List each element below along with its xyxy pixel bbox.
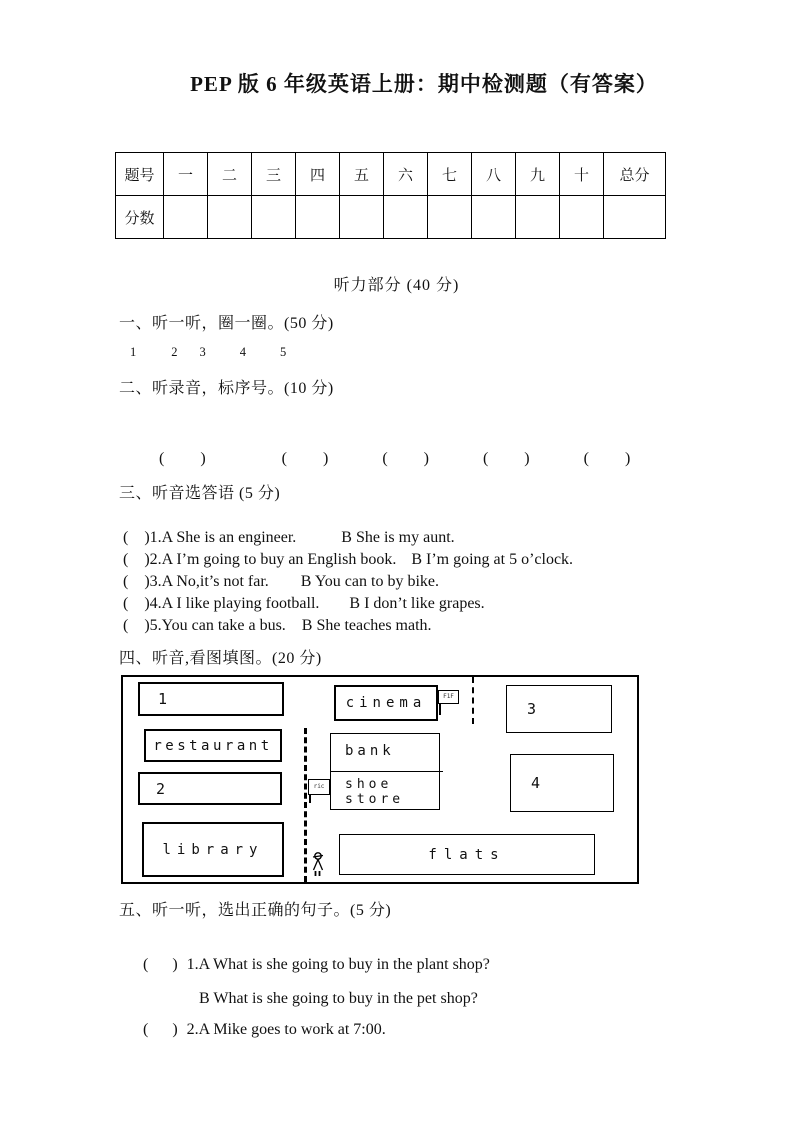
option-b: B I don’t like grapes. xyxy=(349,595,485,612)
section5-heading: 五、听一听，选出正确的句子。(5 分) xyxy=(119,902,392,919)
item-number: 2 xyxy=(171,345,178,359)
option-a: 2.A Mike goes to work at 7:00. xyxy=(186,1021,386,1038)
map-box-1 xyxy=(138,682,284,716)
answer-blank: ( ) xyxy=(159,450,206,467)
sign-post-top xyxy=(439,704,441,715)
answer-paren: ( ) xyxy=(143,956,178,973)
score-cell xyxy=(472,196,516,239)
map-cinema xyxy=(334,685,438,721)
option-a: 3.A No,it’s not far. xyxy=(149,573,269,590)
section3-heading: 三、听音选答语 (5 分) xyxy=(119,485,281,502)
small-sign-left xyxy=(308,779,330,795)
answer-blank: ( ) xyxy=(382,450,429,467)
map-box-4-label: 4 xyxy=(531,774,541,792)
score-table-col: 四 xyxy=(296,153,340,196)
road-dashed-line-middle xyxy=(304,728,307,882)
option-b: B She teaches math. xyxy=(301,617,432,634)
answer-blank: ( ) xyxy=(583,450,631,467)
map-box-3 xyxy=(506,685,612,733)
score-table-header-row xyxy=(116,153,666,196)
option-b: B What is she going to buy in the pet shop? xyxy=(199,990,478,1007)
score-table-col: 总分 xyxy=(604,153,666,196)
map-box-2 xyxy=(138,772,282,805)
answer-blank: ( ) xyxy=(281,450,329,467)
restaurant-label: restaurant xyxy=(153,737,273,754)
item-number: 5 xyxy=(280,345,287,359)
section1-heading: 一、听一听，圈一圈。(50 分) xyxy=(119,315,334,332)
map-box-2-label: 2 xyxy=(156,779,166,798)
shoestore-label xyxy=(345,777,404,807)
answer-paren: ( ) xyxy=(123,551,150,568)
option-a: 1.A What is she going to buy in the plant shop? xyxy=(186,956,490,973)
map-flats xyxy=(339,834,595,875)
section4-heading: 四、听音,看图填图。(20 分) xyxy=(119,650,322,667)
person-icon xyxy=(309,851,326,877)
score-cell xyxy=(516,196,560,239)
option-a: 1.A She is an engineer. xyxy=(149,529,297,546)
section2-heading: 二、听录音，标序号。(10 分) xyxy=(119,380,334,397)
flats-label: flats xyxy=(428,846,506,863)
item-number: 3 xyxy=(199,345,206,359)
small-sign-left-text: ric xyxy=(313,783,325,790)
answer-paren: ( ) xyxy=(123,573,150,590)
shoestore-line1: shoe xyxy=(345,777,393,792)
small-sign-top-text: F1F xyxy=(443,693,454,700)
option-a: 2.A I’m going to buy an English book. xyxy=(149,551,397,568)
section1-number-row xyxy=(130,345,286,360)
score-table-col: 八 xyxy=(472,153,516,196)
sign-post-left xyxy=(309,795,311,803)
map-library xyxy=(142,822,284,877)
score-cell xyxy=(384,196,428,239)
score-table-col: 六 xyxy=(384,153,428,196)
map-restaurant xyxy=(144,729,282,762)
map-bank-shoestore xyxy=(330,733,440,810)
answer-paren: ( ) xyxy=(123,595,150,612)
score-table-col: 三 xyxy=(252,153,296,196)
road-dashed-line-top xyxy=(472,677,474,724)
page-title: PEP 版 6 年级英语上册：期中检测题（有答案） xyxy=(190,72,658,96)
option-a: 4.A I like playing football. xyxy=(149,595,320,612)
score-cell xyxy=(340,196,384,239)
score-row-label: 分数 xyxy=(116,196,164,239)
score-table xyxy=(115,152,666,239)
item-number: 1 xyxy=(130,345,137,359)
score-table-col: 二 xyxy=(208,153,252,196)
score-table-col: 九 xyxy=(516,153,560,196)
shoestore-line2: store xyxy=(345,792,405,807)
option-b: B You can to by bike. xyxy=(300,573,439,590)
score-table-col: 七 xyxy=(428,153,472,196)
answer-blank: ( ) xyxy=(482,450,530,467)
q5-item-2-line-1 xyxy=(127,1003,386,1057)
bank-label: bank xyxy=(345,743,395,759)
score-cell xyxy=(604,196,666,239)
map-diagram xyxy=(121,675,639,884)
score-cell xyxy=(208,196,252,239)
score-table-col: 一 xyxy=(164,153,208,196)
small-sign-top xyxy=(438,690,459,704)
listening-section-header: 听力部分 (40 分) xyxy=(333,277,460,294)
score-cell xyxy=(252,196,296,239)
score-cell xyxy=(164,196,208,239)
score-cell xyxy=(296,196,340,239)
section2-answer-blanks xyxy=(143,432,630,486)
option-b: B She is my aunt. xyxy=(341,529,455,546)
score-table-col: 十 xyxy=(560,153,604,196)
score-table-col: 五 xyxy=(340,153,384,196)
answer-paren: ( ) xyxy=(123,529,150,546)
cinema-label: cinema xyxy=(345,695,427,711)
answer-paren: ( ) xyxy=(123,617,150,634)
answer-paren: ( ) xyxy=(143,1021,178,1038)
score-cell xyxy=(560,196,604,239)
score-table-score-row xyxy=(116,196,666,239)
library-label: library xyxy=(162,841,264,858)
option-b: B I’m going at 5 o’clock. xyxy=(411,551,574,568)
bank-shoestore-divider xyxy=(331,771,443,772)
map-box-1-label: 1 xyxy=(158,690,168,708)
map-box-4 xyxy=(510,754,614,812)
option-a: 5.You can take a bus. xyxy=(149,617,286,634)
score-cell xyxy=(428,196,472,239)
item-number: 4 xyxy=(239,345,246,359)
map-box-3-label: 3 xyxy=(527,700,537,718)
score-table-corner: 题号 xyxy=(116,153,164,196)
